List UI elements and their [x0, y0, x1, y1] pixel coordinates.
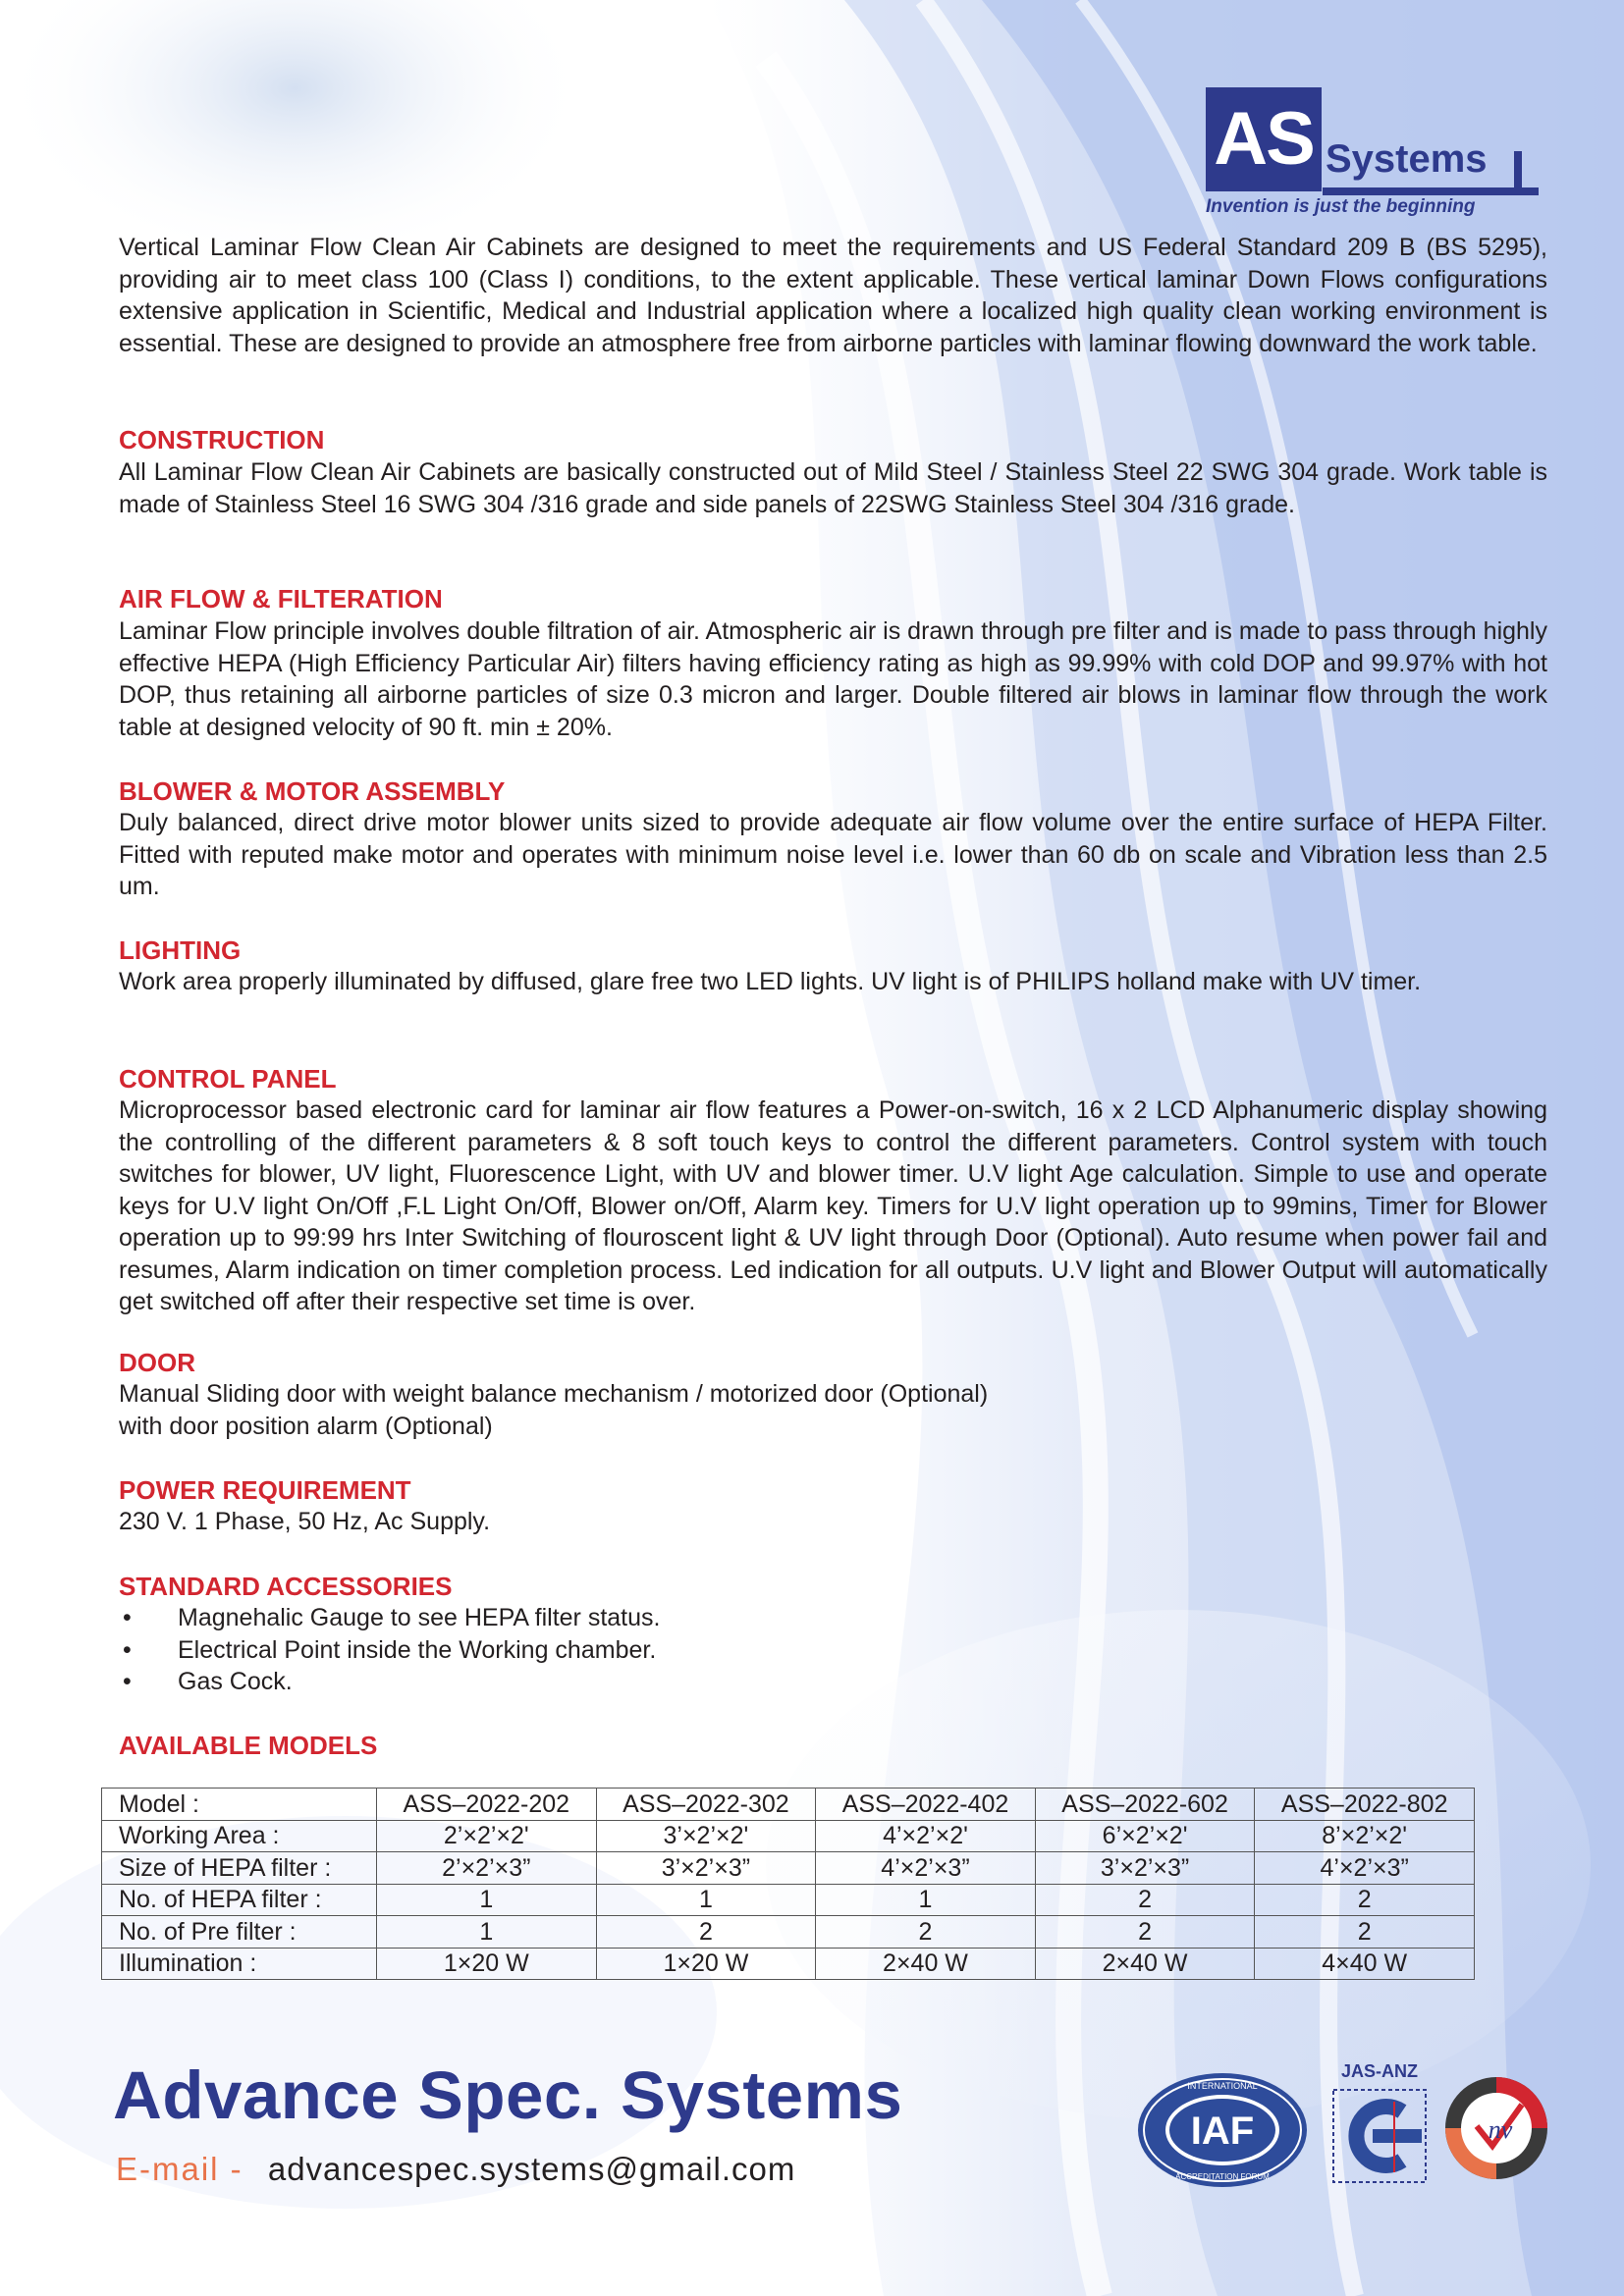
bullet: • — [123, 1635, 132, 1664]
iaf-logo-icon — [1136, 2071, 1309, 2189]
accessories-list — [119, 1602, 660, 1698]
row-header: Model : — [102, 1789, 377, 1821]
table-cell: 1 — [377, 1916, 597, 1949]
table-cell: 1×20 W — [377, 1948, 597, 1980]
logo-bracket — [1514, 151, 1522, 195]
door-text — [119, 1378, 1547, 1442]
lighting-text: Work area properly illuminated by diffused, glare free two LED lights. UV light is of PHILIPS holland make with UV timer. — [119, 968, 1422, 995]
email-label: E-mail - — [116, 2151, 244, 2187]
table-cell: 1 — [596, 1884, 816, 1916]
table-row — [102, 1789, 1475, 1821]
table-row — [102, 1884, 1475, 1916]
heading-control-panel: CONTROL PANEL — [119, 1064, 337, 1094]
table-cell: 4’×2’×2' — [816, 1820, 1036, 1852]
heading-blower: BLOWER & MOTOR ASSEMBLY — [119, 776, 506, 806]
table-cell: ASS–2022-602 — [1035, 1789, 1255, 1821]
row-header: No. of Pre filter : — [102, 1916, 377, 1949]
brand-logo — [1203, 84, 1527, 222]
heading-power: POWER REQUIREMENT — [119, 1475, 411, 1505]
email-line — [116, 2151, 795, 2188]
table-cell: 2 — [816, 1916, 1036, 1949]
table-cell: 2 — [1255, 1884, 1475, 1916]
table-cell: 2 — [1255, 1916, 1475, 1949]
models-table — [101, 1788, 1475, 1980]
table-row — [102, 1916, 1475, 1949]
logo-name: Systems — [1326, 137, 1488, 181]
table-cell: 2×40 W — [816, 1948, 1036, 1980]
table-cell: 2 — [596, 1916, 816, 1949]
table-cell: 2 — [1035, 1884, 1255, 1916]
table-cell: ASS–2022-302 — [596, 1789, 816, 1821]
list-item: • Electrical Point inside the Working chamber. — [119, 1634, 660, 1667]
svg-text:INTERNATIONAL: INTERNATIONAL — [1187, 2081, 1258, 2091]
heading-airflow: AIR FLOW & FILTERATION — [119, 584, 443, 614]
heading-accessories: STANDARD ACCESSORIES — [119, 1572, 453, 1601]
row-header: No. of HEPA filter : — [102, 1884, 377, 1916]
door-line-1: Manual Sliding door with weight balance mechanism / motorized door (Optional) — [119, 1380, 989, 1408]
table-cell: 2 — [1035, 1916, 1255, 1949]
table-row — [102, 1820, 1475, 1852]
svg-text:IAF: IAF — [1190, 2109, 1255, 2153]
table-row — [102, 1948, 1475, 1980]
email-address[interactable]: advancespec.systems@gmail.com — [267, 2151, 796, 2187]
table-cell: 1 — [377, 1884, 597, 1916]
construction-text: All Laminar Flow Clean Air Cabinets are basically constructed out of Mild Steel / Stainless Steel 22 SWG 304 grade. Work table is made of Stainless Steel 16 SWG 304 /316 grade and side panels of 22SWG Stainless Steel 304 /316 grade. — [119, 458, 1547, 518]
table-row — [102, 1852, 1475, 1885]
veritas-logo-icon — [1443, 2069, 1549, 2185]
jas-anz-label: JAS-ANZ — [1340, 2061, 1418, 2081]
table-cell: 3’×2’×3” — [596, 1852, 816, 1885]
row-header: Illumination : — [102, 1948, 377, 1980]
logo-mark: AS — [1206, 87, 1322, 191]
table-cell: 1×20 W — [596, 1948, 816, 1980]
heading-models: AVAILABLE MODELS — [119, 1731, 378, 1760]
logo-tagline: Invention is just the beginning — [1206, 196, 1476, 217]
bullet: • — [123, 1604, 132, 1631]
table-cell: 2’×2’×2' — [377, 1820, 597, 1852]
svg-text:nv: nv — [1488, 2115, 1513, 2144]
row-header: Working Area : — [102, 1820, 377, 1852]
table-cell: 8’×2’×2' — [1255, 1820, 1475, 1852]
table-cell: 3’×2’×2' — [596, 1820, 816, 1852]
table-cell: ASS–2022-202 — [377, 1789, 597, 1821]
table-cell: 2’×2’×3” — [377, 1852, 597, 1885]
jas-anz-mark-icon — [1326, 2082, 1434, 2190]
intro-paragraph: Vertical Laminar Flow Clean Air Cabinets are designed to meet the requirements and US Federal Standard 209 B (BS 5295), providing air to meet class 100 (Class I) conditions, to the extent applicable. These vertical laminar Down Flows configurations extensive application in Scientific, Medical and Industrial application where a localized high quality clean working environment is essential. These are designed to provide an atmosphere free from airborne particles with laminar flowing downward the work table. — [119, 234, 1547, 357]
heading-construction: CONSTRUCTION — [119, 425, 325, 454]
table-cell: ASS–2022-402 — [816, 1789, 1036, 1821]
airflow-text: Laminar Flow principle involves double filtration of air. Atmospheric air is drawn through pre filter and is made to pass through highly effective HEPA (High Efficiency Particular Air) filters having efficiency rating as high as 99.99% with cold DOP and 99.97% with hot DOP, thus retaining all airborne particles of size 0.3 micron and larger. Double filtered air blows in laminar flow through the work table at designed velocity of 90 ft. min ± 20%. — [119, 617, 1547, 741]
heading-lighting: LIGHTING — [119, 935, 242, 965]
control-panel-text: Microprocessor based electronic card for laminar air flow features a Power-on-switch, 16 x 2 LCD Alphanumeric display showing the controlling of the different parameters & 8 soft touch keys to control the different parameters. Control system with touch switches for blower, UV light, Fluorescence Light, with UV and blower timer. U.V light Age calculation. Simple to use and operate keys for U.V light On/Off ,F.L Light On/Off, Blower on/Off, Alarm key. Timers for U.V light operation up to 99mins, Timer for Blower operation up to 99:99 hrs Inter Switching of flouroscent light & UV light through Door (Optional). Auto resume when power fail and resumes, Alarm indication on timer completion process. Led indication for all outputs. U.V light and Blower Output will automatically get switched off after their respective set time is over. — [119, 1096, 1547, 1315]
table-cell: 6’×2’×2' — [1035, 1820, 1255, 1852]
company-name: Advance Spec. Systems — [113, 2057, 903, 2133]
logo-underline — [1323, 187, 1539, 195]
table-cell: 4×40 W — [1255, 1948, 1475, 1980]
table-cell: 4’×2’×3” — [1255, 1852, 1475, 1885]
list-item: • Gas Cock. — [119, 1666, 660, 1698]
jas-anz-logo — [1326, 2061, 1434, 2199]
door-line-2: with door position alarm (Optional) — [119, 1412, 493, 1440]
power-text: 230 V. 1 Phase, 50 Hz, Ac Supply. — [119, 1508, 491, 1535]
table-cell: 1 — [816, 1884, 1036, 1916]
svg-text:ACCREDITATION FORUM: ACCREDITATION FORUM — [1175, 2172, 1270, 2181]
heading-door: DOOR — [119, 1348, 195, 1377]
blower-text: Duly balanced, direct drive motor blower units sized to provide adequate air flow volume over the entire surface of HEPA Filter. Fitted with reputed make motor and operates with minimum noise level i.e. lower than 60 db on scale and Vibration less than 2.5 um. — [119, 809, 1547, 900]
row-header: Size of HEPA filter : — [102, 1852, 377, 1885]
list-item: • Magnehalic Gauge to see HEPA filter status. — [119, 1602, 660, 1634]
table-cell: 3’×2’×3” — [1035, 1852, 1255, 1885]
table-cell: ASS–2022-802 — [1255, 1789, 1475, 1821]
table-cell: 2×40 W — [1035, 1948, 1255, 1980]
table-cell: 4’×2’×3” — [816, 1852, 1036, 1885]
bullet: • — [123, 1668, 132, 1695]
